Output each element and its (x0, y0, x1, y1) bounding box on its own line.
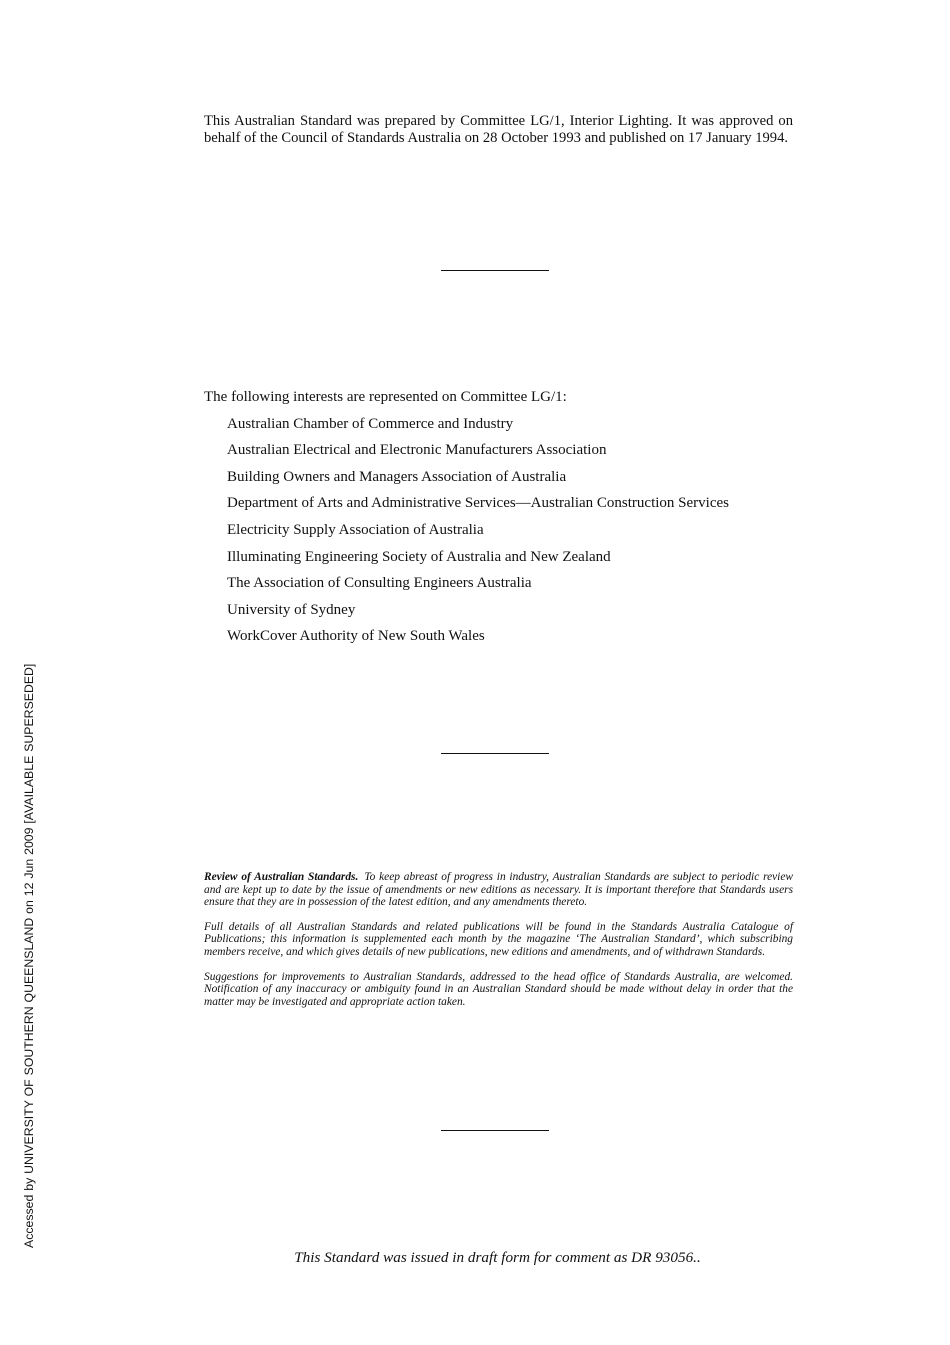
committee-member: Building Owners and Managers Association of Australia (227, 468, 567, 485)
divider-rule (441, 1130, 549, 1131)
committee-section (204, 389, 804, 645)
committee-member: The Association of Consulting Engineers Australia (227, 575, 532, 592)
review-paragraph-1 (204, 871, 793, 909)
committee-member: Australian Chamber of Commerce and Industry (227, 415, 514, 432)
draft-note: This Standard was issued in draft form for comment as DR 93056.. (294, 1249, 701, 1266)
access-watermark: Accessed by UNIVERSITY OF SOUTHERN QUEENSLAND on 12 Jun 2009 [AVAILABLE SUPERSEDED] (22, 663, 36, 1248)
committee-member: Electricity Supply Association of Australia (227, 521, 484, 538)
review-paragraph-2: Full details of all Australian Standards and related publications will be found in the Standards Australia Catalogue of Publications; this information is supplemented each month by the magazine ‘The Australian Standard’, which subscribing members receive, and which gives details of new publications, new editions and amendments, and of withdrawn Standards. (204, 920, 793, 958)
preparation-statement: This Australian Standard was prepared by Committee LG/1, Interior Lighting. It was approved on behalf of the Council of Standards Australia on 28 October 1993 and published on 17 January 1994. (204, 113, 793, 146)
committee-member: Australian Electrical and Electronic Manufacturers Association (227, 442, 607, 459)
committee-member-list (204, 416, 804, 646)
review-text: To keep abreast of progress in industry, Australian Standards are subject to periodic review and are kept up to date by the issue of amendments or new editions as necessary. It is important therefore that Standards users ensure that they are in possession of the latest edition, and any amendments thereto. (204, 871, 794, 909)
committee-member: Department of Arts and Administrative Services—Australian Construction Services (227, 495, 729, 512)
divider-rule (441, 270, 549, 271)
committee-member: WorkCover Authority of New South Wales (227, 628, 485, 645)
divider-rule (441, 753, 549, 754)
committee-member: University of Sydney (227, 601, 356, 618)
committee-heading: The following interests are represented on Committee LG/1: (204, 389, 567, 405)
review-notice (204, 871, 793, 1020)
review-paragraph-3: Suggestions for improvements to Australian Standards, addressed to the head office of Standards Australia, are welcomed. Notification of any inaccuracy or ambiguity found in an Australian Standard should be made without delay in order that the matter may be investigated and appropriate action taken. (204, 970, 793, 1008)
review-heading: Review of Australian Standards. (204, 871, 359, 883)
committee-member: Illuminating Engineering Society of Australia and New Zealand (227, 548, 611, 565)
